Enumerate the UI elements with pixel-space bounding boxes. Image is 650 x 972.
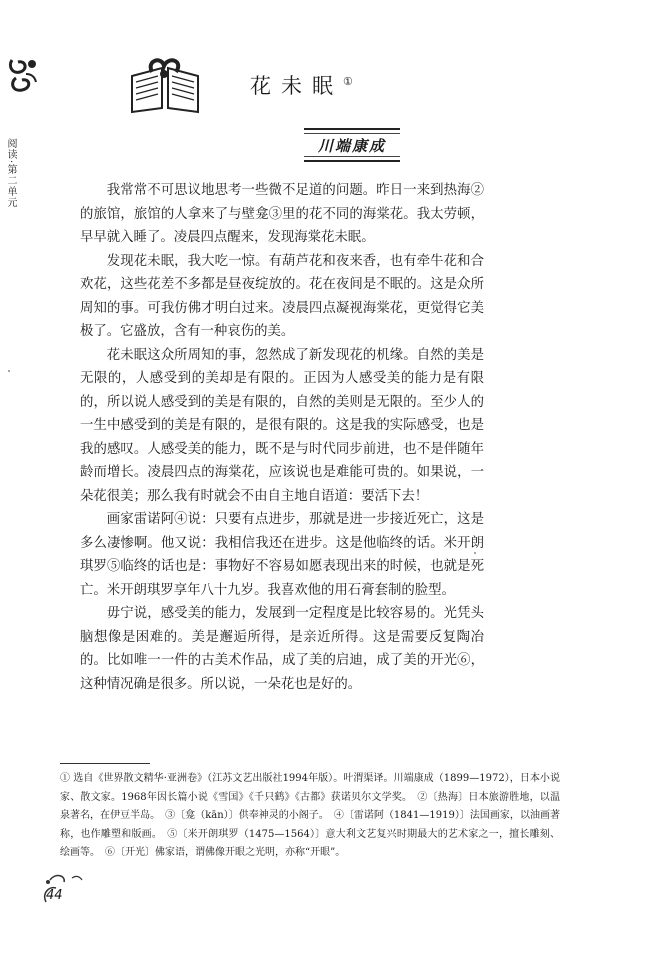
footnotes — [60, 770, 560, 863]
title-text: 花未眠 — [250, 74, 343, 98]
paragraph: 画家雷诺阿④说：只要有点进步，那就是进一步接近死亡，这是多么凄惨啊。他又说：我相信我还在进步。这是他临终的话。米开朗琪罗⑤临终的话也是：事物好不容易如愿表现出来的时候，也就是死亡。米开朗琪罗享年八十九岁。我喜欢他的用石膏套制的脸型。 — [80, 512, 484, 598]
stray-mark — [8, 370, 10, 372]
paragraph: 毋宁说，感受美的能力，发展到一定程度是比较容易的。光凭头脑想像是困难的。美是邂逅所得，是亲近所得。这是需要反复陶冶的。比如唯一一件的古美术作品，成了美的启迪，成了美的开光⑥，这种情况确是很多。所以说，一朵花也是好的。 — [80, 606, 484, 692]
author-box — [304, 128, 400, 162]
swirl-ornament-icon — [6, 52, 40, 96]
article-body — [80, 179, 484, 696]
title-footnote-mark: ① — [343, 75, 353, 88]
paragraph: 花未眠这众所周知的事，忽然成了新发现花的机缘。自然的美是无限的，人感受到的美却是有限的。正因为人感受美的能力是有限的，所以说人感受到的美是有限的，自然的美则是无限的。至少人的一生中感受到的美是有限的，是很有限的。这是我的实际感受，也是我的感叹。人感受美的能力，既不是与时代同步前进，也不是伴随年龄而增长。凌晨四点的海棠花，应该说也是难能可贵的。如果说，一朵花很美；那么我有时就会不由自主地自语道：要活下去！ — [80, 347, 484, 504]
page-number: 44 — [46, 888, 63, 903]
unit-sidebar-label: 阅读·第二单元 — [5, 138, 16, 209]
article-title — [250, 70, 353, 100]
footnote-divider — [60, 763, 150, 764]
paragraph: 发现花未眠，我大吃一惊。有葫芦花和夜来香，也有牵牛花和合欢花，这些花差不多都是昼夜绽放的。花在夜间是不眠的。这是众所周知的事。可我仿佛才明白过来。凌晨四点凝视海棠花，更觉得它美极了。它盛放，含有一种哀伤的美。 — [80, 253, 484, 339]
author-name: 川端康成 — [317, 137, 386, 155]
paragraph: 我常常不可思议地思考一些微不足道的问题。昨日一来到热海②的旅馆，旅馆的人拿来了与壁龛③里的花不同的海棠花。我太劳顿，早早就入睡了。凌晨四点醒来，发现海棠花未眠。 — [80, 183, 484, 245]
footnote-text: ① 选自《世界散文精华·亚洲卷》（江苏文艺出版社1994年版）。叶渭渠译。川端康成（1899—1972），日本小说家、散文家。1968年因长篇小说《雪国》《千只鹤》《古都》获诺贝尔文学奖。 ②〔热海〕日本旅游胜地，以温泉著名，在伊豆半岛。 ③〔龛（kān）〕供奉神灵的小阁子。 ④〔雷诺阿（1841—1919）〕法国画家，以油画著称，也作雕塑和版画。 ⑤〔米开朗琪罗（1475—1564）〕意大利文艺复兴时期最大的艺术家之一，擅长雕刻、绘画等。 ⑥〔开光〕佛家语，谓佛像开眼之光明，亦称“开眼”。 — [60, 773, 560, 858]
open-book-icon — [128, 58, 202, 114]
